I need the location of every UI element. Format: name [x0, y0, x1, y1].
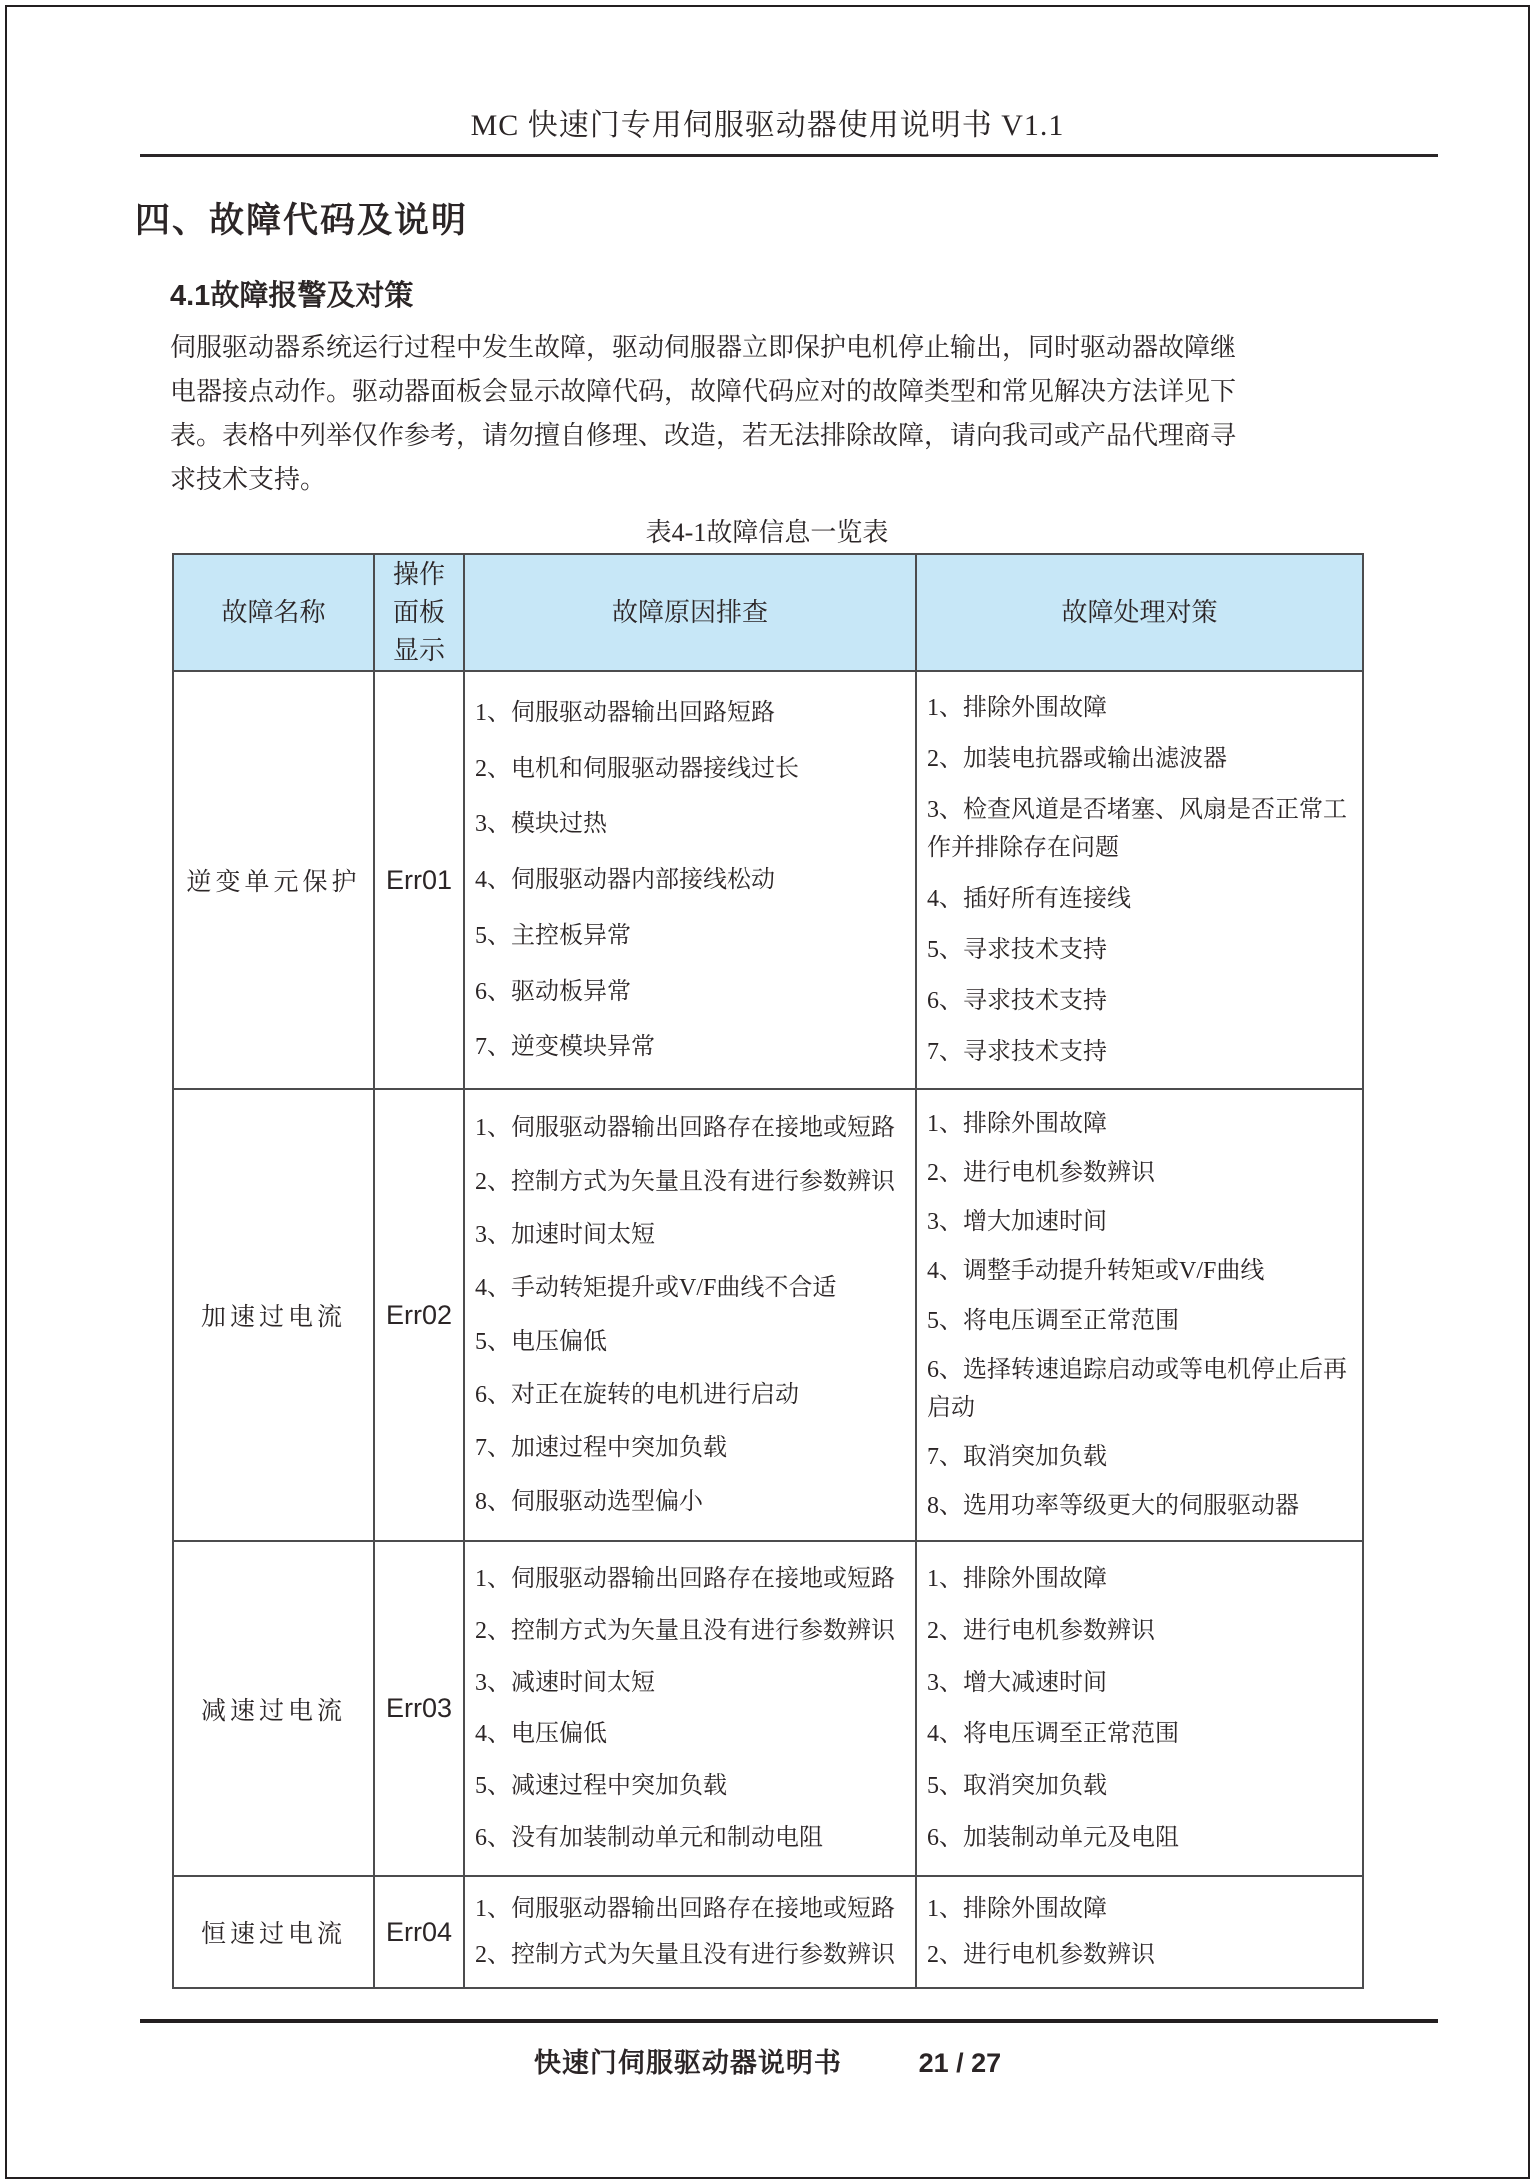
- footer-rule: [140, 2019, 1438, 2023]
- fault-code-cell: Err03: [374, 1541, 464, 1876]
- cause-item: 6、没有加装制动单元和制动电阻: [475, 1825, 823, 1852]
- solution-item: 3、增大加速时间: [927, 1209, 1107, 1236]
- solution-item: 6、寻求技术支持: [927, 988, 1107, 1014]
- footer-doc-title: 快速门伺服驱动器说明书: [533, 2048, 842, 2078]
- solution-item: 1、排除外围故障: [927, 1565, 1107, 1592]
- solution-item: 1、排除外围故障: [927, 1895, 1107, 1922]
- fault-row: [173, 1876, 1363, 1988]
- header-rule: [140, 154, 1438, 157]
- solution-item: 7、寻求技术支持: [927, 1039, 1107, 1065]
- cause-item: 5、主控板异常: [475, 922, 631, 949]
- cause-item: 2、控制方式为矢量且没有进行参数辨识: [475, 1617, 895, 1644]
- solution-item: 8、选用功率等级更大的伺服驱动器: [927, 1492, 1299, 1519]
- table-caption: 表4-1故障信息一览表: [645, 518, 889, 547]
- cause-item: 3、模块过热: [475, 811, 607, 838]
- cause-item: 2、控制方式为矢量且没有进行参数辨识: [475, 1168, 895, 1195]
- solution-item: 2、进行电机参数辨识: [927, 1160, 1155, 1187]
- fault-code-cell: Err02: [374, 1089, 464, 1541]
- cause-item: 3、加速时间太短: [475, 1221, 655, 1248]
- header-panel-display: 操作面板显示: [374, 554, 464, 671]
- cause-item: 5、减速过程中突加负载: [475, 1773, 727, 1800]
- fault-row: [173, 1541, 1363, 1876]
- solution-item: 7、取消突加负载: [927, 1443, 1107, 1470]
- fault-row: [173, 1089, 1363, 1541]
- header-fault-name: 故障名称: [173, 554, 374, 671]
- solution-item: 4、将电压调至正常范围: [927, 1721, 1179, 1748]
- cause-item: 6、对正在旋转的电机进行启动: [475, 1381, 799, 1408]
- fault-causes-cell: [464, 1876, 916, 1988]
- section-title: 四、故障代码及说明: [135, 201, 469, 240]
- solution-item: 2、进行电机参数辨识: [927, 1617, 1155, 1644]
- fault-solutions-cell: [916, 1089, 1363, 1541]
- cause-item: 5、电压偏低: [475, 1328, 607, 1355]
- footer-page-number: 21 / 27: [918, 2048, 1002, 2078]
- solution-item: 6、加装制动单元及电阻: [927, 1825, 1179, 1852]
- fault-code-cell: Err01: [374, 671, 464, 1089]
- solution-item: 3、检查风道是否堵塞、风扇是否正常工作并排除存在问题: [927, 797, 1347, 861]
- fault-table-header-row: [173, 554, 1363, 671]
- fault-code-cell: Err04: [374, 1876, 464, 1988]
- cause-item: 2、控制方式为矢量且没有进行参数辨识: [475, 1942, 895, 1969]
- solution-item: 1、排除外围故障: [927, 1111, 1107, 1138]
- header-title: MC 快速门专用伺服驱动器使用说明书 V1.1: [470, 109, 1065, 142]
- fault-solutions-cell: [916, 671, 1363, 1089]
- solution-item: 2、加装电抗器或输出滤波器: [927, 746, 1227, 772]
- fault-causes-cell: [464, 1089, 916, 1541]
- solution-item: 3、增大减速时间: [927, 1669, 1107, 1696]
- header-cause-check: 故障原因排查: [464, 554, 916, 671]
- cause-item: 1、伺服驱动器输出回路存在接地或短路: [475, 1115, 895, 1142]
- fault-row: [173, 671, 1363, 1089]
- solution-item: 5、取消突加负载: [927, 1773, 1107, 1800]
- solution-item: 1、排除外围故障: [927, 695, 1107, 721]
- solution-item: 5、将电压调至正常范围: [927, 1307, 1179, 1334]
- solution-item: 2、进行电机参数辨识: [927, 1942, 1155, 1969]
- header-solution: 故障处理对策: [916, 554, 1363, 671]
- fault-name-cell: 加速过电流: [173, 1089, 374, 1541]
- cause-item: 4、伺服驱动器内部接线松动: [475, 867, 775, 893]
- fault-solutions-cell: [916, 1876, 1363, 1988]
- solution-item: 5、寻求技术支持: [927, 937, 1107, 963]
- cause-item: 1、伺服驱动器输出回路存在接地或短路: [475, 1895, 895, 1922]
- subsection-title: 4.1故障报警及对策: [170, 280, 414, 312]
- cause-item: 3、减速时间太短: [475, 1669, 655, 1696]
- fault-table: [172, 553, 1364, 1989]
- cause-item: 1、伺服驱动器输出回路存在接地或短路: [475, 1565, 895, 1592]
- solution-item: 6、选择转速追踪启动或等电机停止后再启动: [927, 1356, 1347, 1421]
- fault-name-cell: 减速过电流: [173, 1541, 374, 1876]
- cause-item: 8、伺服驱动选型偏小: [475, 1488, 703, 1515]
- solution-item: 4、调整手动提升转矩或V/F曲线: [927, 1258, 1265, 1285]
- fault-solutions-cell: [916, 1541, 1363, 1876]
- solution-item: 4、插好所有连接线: [927, 886, 1131, 912]
- cause-item: 2、电机和伺服驱动器接线过长: [475, 755, 799, 782]
- cause-item: 7、加速过程中突加负载: [475, 1435, 727, 1462]
- cause-item: 4、手动转矩提升或V/F曲线不合适: [475, 1275, 837, 1302]
- cause-item: 6、驱动板异常: [475, 978, 631, 1005]
- fault-name-cell: 恒速过电流: [173, 1876, 374, 1988]
- fault-causes-cell: [464, 671, 916, 1089]
- cause-item: 7、逆变模块异常: [475, 1034, 655, 1061]
- fault-name-cell: 逆变单元保护: [173, 671, 374, 1089]
- cause-item: 1、伺服驱动器输出回路短路: [475, 699, 775, 726]
- page-footer: [0, 2041, 1535, 2080]
- fault-causes-cell: [464, 1541, 916, 1876]
- intro-paragraph: 伺服驱动器系统运行过程中发生故障，驱动伺服器立即保护电机停止输出，同时驱动器故障继电器接点动作。驱动器面板会显示故障代码，故障代码应对的故障类型和常见解决方法详见下表。表格中列举仅作参考，请勿擅自修理、改造，若无法排除故障，请向我司或产品代理商寻求技术支持。: [170, 333, 1237, 494]
- cause-item: 4、电压偏低: [475, 1721, 607, 1748]
